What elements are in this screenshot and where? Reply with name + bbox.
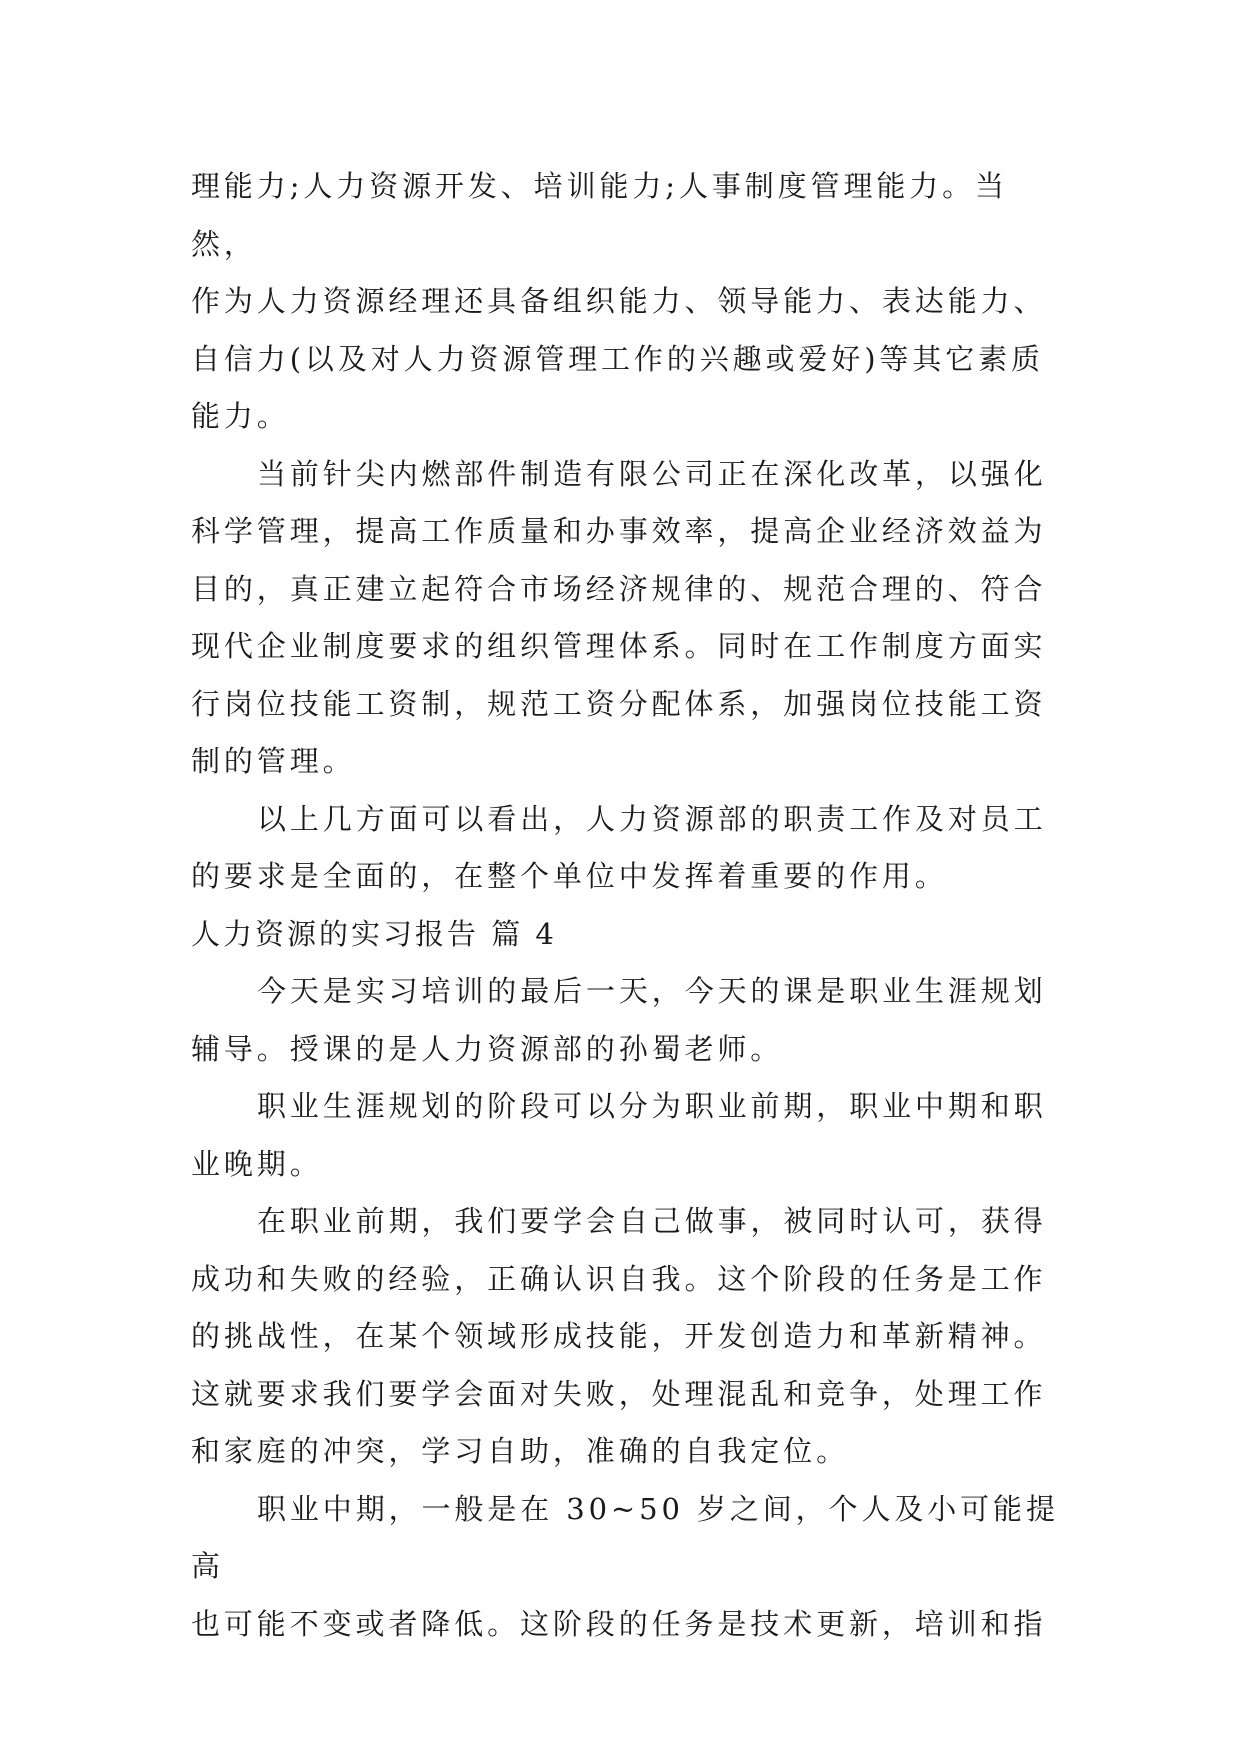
paragraph-3: 以上几方面可以看出，人力资源部的职责工作及对员工 的要求是全面的，在整个单位中发挥着重要的作用。: [191, 801, 1047, 893]
paragraph-6: 在职业前期，我们要学会自己做事，被同时认可，获得 成功和失败的经验，正确认识自我。这个阶段的任务是工作 的挑战性，在某个领域形成技能，开发创造力和革新精神。 这就要求我们要学会面对失败，处理混乱和竞争，处理工作 和家庭的冲突，学习自助，准确的自我定位。: [191, 1204, 1047, 1468]
paragraph-5: 职业生涯规划的阶段可以分为职业前期，职业中期和职 业晚期。: [191, 1089, 1047, 1181]
paragraph-7: 职业中期，一般是在 30~50 岁之间，个人及小可能提高 也可能不变或者降低。这阶段的任务是技术更新，培训和指: [191, 1491, 1059, 1641]
paragraph-2: 当前针尖内燃部件制造有限公司正在深化改革，以强化 科学管理，提高工作质量和办事效率，提高企业经济效益为 目的，真正建立起符合市场经济规律的、规范合理的、符合 现代企业制度要求的组织管理体系。同时在工作制度方面实 行岗位技能工资制，规范工资分配体系，加强岗位技能工资 制的管理。: [191, 456, 1047, 778]
paragraph-4: 今天是实习培训的最后一天，今天的课是职业生涯规划 辅导。授课的是人力资源部的孙蜀老师。: [191, 974, 1047, 1066]
document-body: [191, 158, 1071, 1653]
paragraph-1: 理能力;人力资源开发、培训能力;人事制度管理能力。当然， 作为人力资源经理还具备组织能力、领导能力、表达能力、 自信力(以及对人力资源管理工作的兴趣或爱好)等其它素质 能力。: [191, 169, 1047, 433]
section-heading: 人力资源的实习报告 篇 4: [191, 916, 557, 951]
